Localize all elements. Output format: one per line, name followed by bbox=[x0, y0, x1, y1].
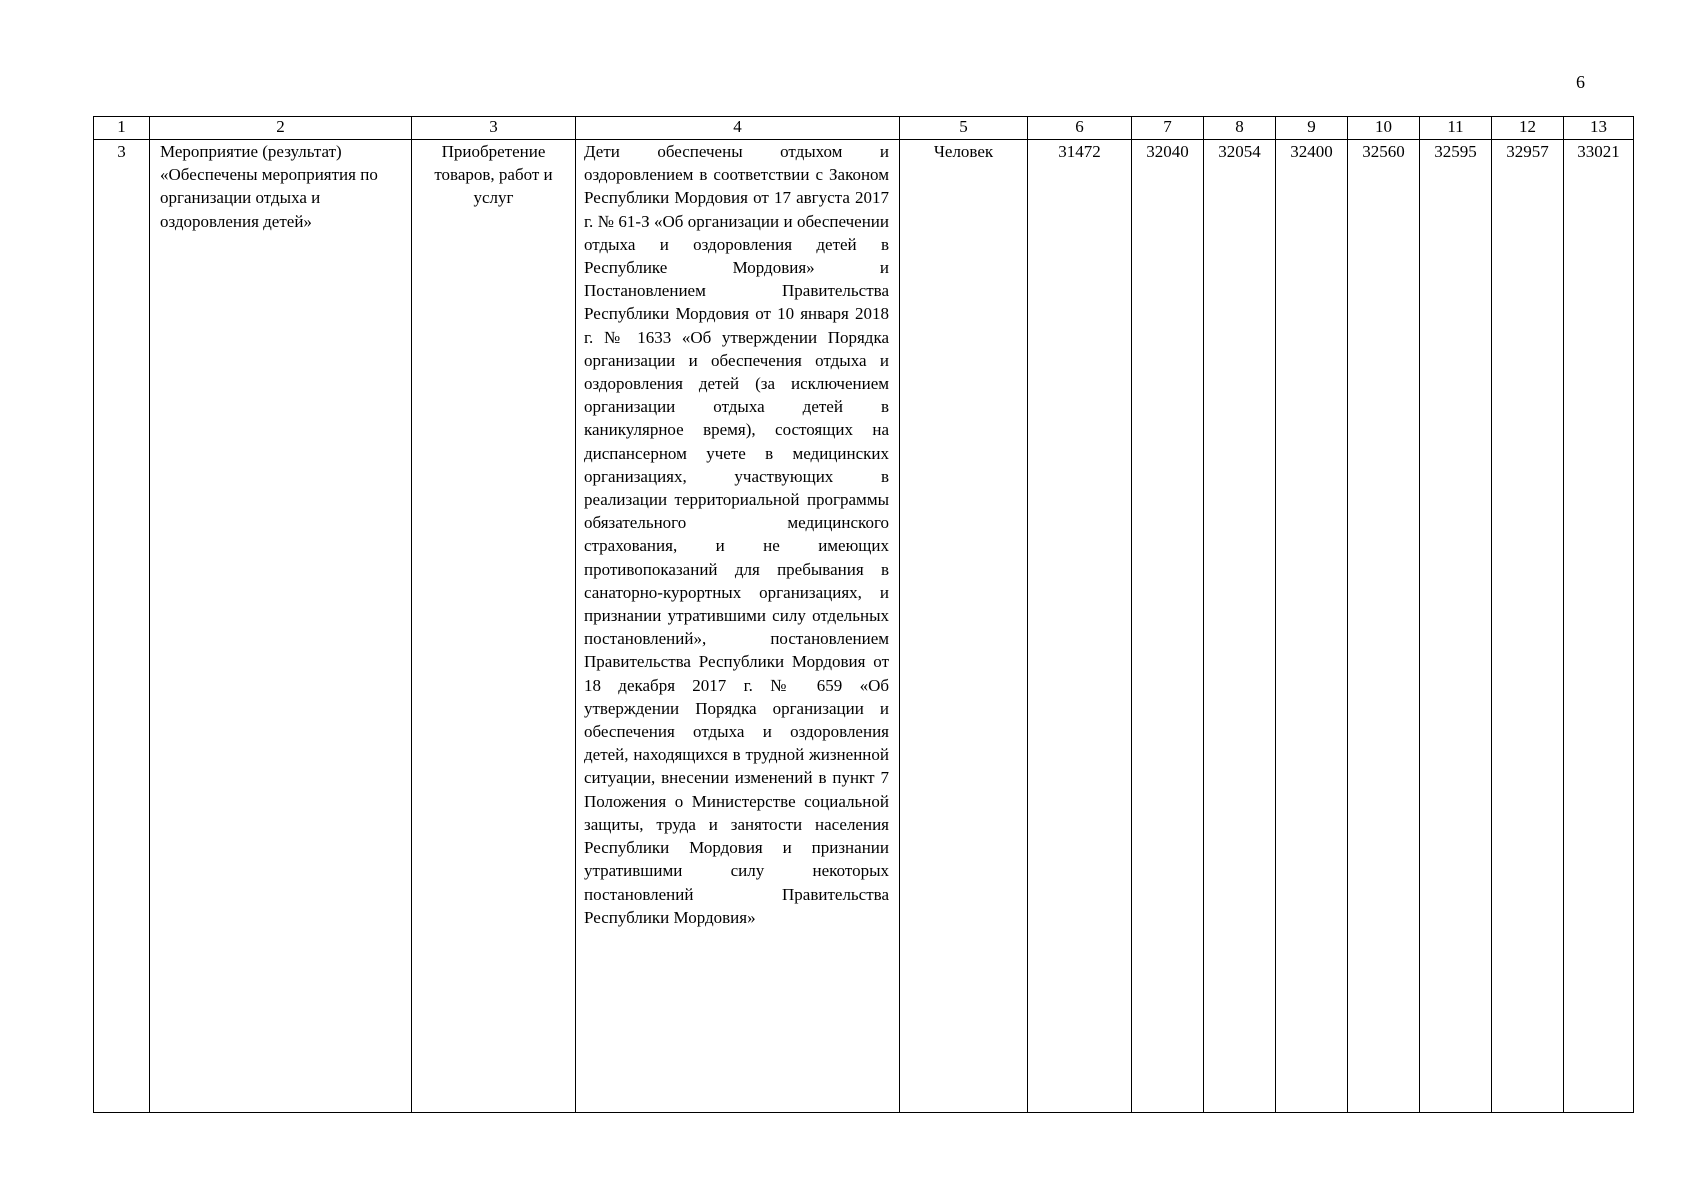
result-description-cell: Дети обеспечены отдыхом и оздоровлением в соответствии с Законом Республики Мордовия от 17 августа 2017 г. № 61-З «Об организации и обеспечении отдыха и оздоровления детей в Республике Мордовия» и Постановлением Правительства Республики Мордовия от 10 января 2018 г. № 1633 «Об утверждении Порядка организации и обеспечения отдыха и оздоровления детей (за исключением организации отдыха детей в каникулярное время), состоящих на диспансерном учете в медицинских организациях, участвующих в реализации территориальной программы обязательного медицинского страхования, и не имеющих противопоказаний для пребывания в санаторно-курортных организациях, и признании утратившими силу отдельных постановлений», постановлением Правительства Республики Мордовия от 18 декабря 2017 г. № 659 «Об утверждении Порядка организации и обеспечения отдыха и оздоровления детей, находящихся в трудной жизненной ситуации, внесении изменений в пункт 7 Положения о Министерстве социальной защиты, труда и занятости населения Республики Мордовия и признании утратившими силу некоторых постановлений Правительства Республики Мордовия» bbox=[576, 140, 900, 1113]
header-cell: 9 bbox=[1276, 117, 1348, 140]
header-cell: 10 bbox=[1348, 117, 1420, 140]
header-cell: 11 bbox=[1420, 117, 1492, 140]
unit-cell: Человек bbox=[900, 140, 1028, 1113]
header-cell: 8 bbox=[1204, 117, 1276, 140]
header-cell: 7 bbox=[1132, 117, 1204, 140]
header-cell: 4 bbox=[576, 117, 900, 140]
event-type-cell: Приобретение товаров, работ и услуг bbox=[412, 140, 576, 1113]
value-cell-12: 32957 bbox=[1492, 140, 1564, 1113]
base-value-cell: 31472 bbox=[1028, 140, 1132, 1113]
header-cell: 1 bbox=[94, 117, 150, 140]
header-cell: 13 bbox=[1564, 117, 1634, 140]
header-cell: 6 bbox=[1028, 117, 1132, 140]
table-row bbox=[94, 140, 1634, 1113]
table-header-row bbox=[94, 117, 1634, 140]
header-cell: 3 bbox=[412, 117, 576, 140]
value-cell-8: 32054 bbox=[1204, 140, 1276, 1113]
value-cell-11: 32595 bbox=[1420, 140, 1492, 1113]
header-cell: 12 bbox=[1492, 117, 1564, 140]
value-cell-9: 32400 bbox=[1276, 140, 1348, 1113]
page-number: 6 bbox=[1576, 72, 1585, 92]
value-cell-13: 33021 bbox=[1564, 140, 1634, 1113]
event-name-cell: Мероприятие (результат) «Обеспечены мероприятия по организации отдыха и оздоровления детей» bbox=[150, 140, 412, 1113]
header-cell: 2 bbox=[150, 117, 412, 140]
measures-table bbox=[93, 116, 1634, 1113]
value-cell-10: 32560 bbox=[1348, 140, 1420, 1113]
value-cell-7: 32040 bbox=[1132, 140, 1204, 1113]
row-number-cell: 3 bbox=[94, 140, 150, 1113]
header-cell: 5 bbox=[900, 117, 1028, 140]
